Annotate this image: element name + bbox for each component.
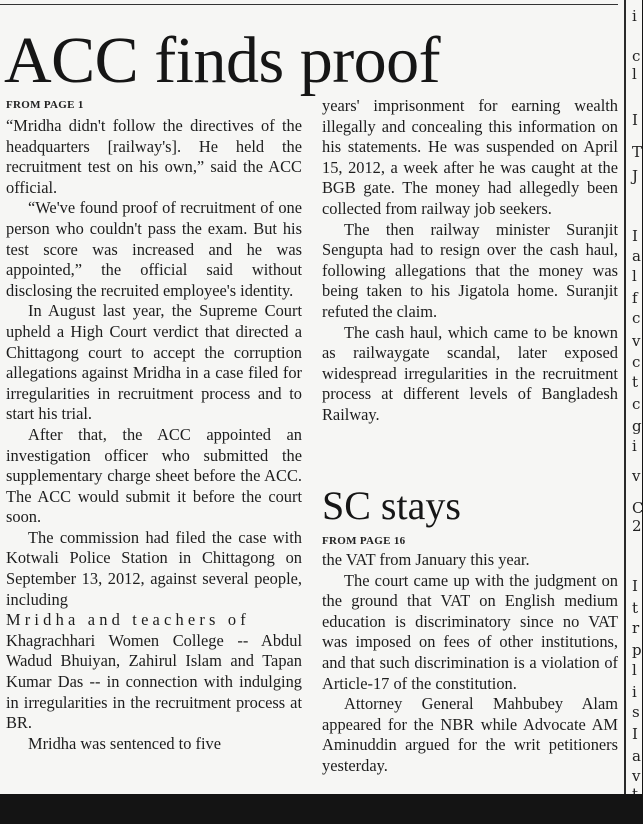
scan-border (0, 794, 642, 824)
adjacent-column-fragment (630, 0, 642, 794)
paragraph: the VAT from January this year. (322, 550, 530, 569)
column-divider (624, 0, 626, 794)
fragment-char: I (632, 111, 638, 129)
fragment-char: a (632, 247, 641, 265)
paragraph: The cash haul, which came to be known as railwaygate scandal, later exposed widespread irregularities in the recruitment process at different levels of Bangladesh Railway. (322, 322, 618, 424)
fragment-char: t (632, 599, 639, 617)
paragraph: The court came up with the judgment on the ground that VAT on English medium education is discriminatory since no VAT was imposed on fees of other institutions, and that such discrimination is a violation of Article-17 of the constitution. (322, 570, 618, 693)
fragment-char: a (632, 747, 641, 765)
fragment-char: c (632, 395, 641, 413)
fragment-char: t (632, 373, 639, 391)
paragraph: Mridha was sentenced to five (28, 733, 221, 753)
paragraph-line-spaced: Mridha and teachers of (6, 610, 250, 630)
fragment-char: J (632, 167, 639, 185)
headline-acc: ACC finds proof (4, 24, 441, 97)
fragment-char: g (632, 417, 642, 435)
fragment-char: c (632, 353, 641, 371)
paragraph: Attorney General Mahbubey Alam appeared for the NBR while Advocate AM Aminuddin argued for the writ petitioners yesterday. (322, 694, 618, 775)
fragment-char: I (632, 725, 638, 743)
fragment-char: 2 (632, 517, 642, 535)
paragraph: The then railway minister Suranjit Sengupta had to resign over the cash haul, following allegations that the money was being taken to his Jigatola home. Suranjit refuted the claim. (322, 219, 618, 321)
fragment-char: p (632, 641, 642, 659)
article2-body (322, 550, 618, 777)
fragment-char: c (632, 309, 641, 327)
paragraph: years' imprisonment for earning wealth illegally and concealing this information on his statements. He was suspended on April 15, 2012, a week after he was caught at the BGB gate. The money had allegedly been collected from railway job seekers. (322, 96, 618, 218)
article1-column-2 (322, 96, 618, 426)
fragment-char: T (632, 143, 643, 161)
fragment-char: l (632, 65, 637, 83)
fragment-char: l (632, 267, 637, 285)
kicker-from-page-16: FROM PAGE 16 (322, 535, 406, 547)
fragment-char: I (632, 227, 638, 245)
fragment-char: r (632, 619, 640, 637)
fragment-char: I (632, 577, 638, 595)
fragment-char: s (632, 703, 640, 721)
paragraph: “Mridha didn't follow the directives of the headquarters [railway's]. He held the recruitment test on his own,” said the ACC official. (6, 116, 302, 197)
paragraph: “We've found proof of recruitment of one person who couldn't pass the exam. But his test score was increased and he was appointed,” the official said without disclosing the recruited employee's identity. (6, 198, 302, 300)
fragment-char: v (632, 767, 641, 785)
article1-column-1 (6, 116, 302, 754)
fragment-char: v (632, 467, 641, 485)
headline-sc-stays: SC stays (322, 483, 461, 528)
fragment-char: i (632, 437, 637, 455)
fragment-char: v (632, 332, 641, 350)
fragment-char: i (632, 7, 637, 25)
fragment-char: C (632, 499, 643, 517)
fragment-char: i (632, 683, 637, 701)
paragraph: In August last year, the Supreme Court upheld a High Court verdict that directed a Chittagong court to accept the corruption allegations against Mridha in a case filed for irregularities in recruitment process and to start his trial. (6, 301, 302, 424)
fragment-char: f (632, 289, 638, 307)
top-rule (0, 4, 618, 5)
fragment-char: c (632, 47, 641, 65)
fragment-char: l (632, 661, 637, 679)
paragraph: The commission had filed the case with Kotwali Police Station in Chittagong on September 13, 2012, against several people, including (6, 527, 302, 609)
paragraph: After that, the ACC appointed an investigation officer who submitted the supplementary charge sheet before the ACC. The ACC would submit it before the court soon. (6, 424, 302, 527)
paragraph: Khagrachhari Women College -- Abdul Wadud Bhuiyan, Zahirul Islam and Tapan Kumar Das -- in connection with indulging in irregularities in the recruitment process at BR. (6, 630, 302, 733)
kicker-from-page-1: FROM PAGE 1 (6, 99, 84, 111)
